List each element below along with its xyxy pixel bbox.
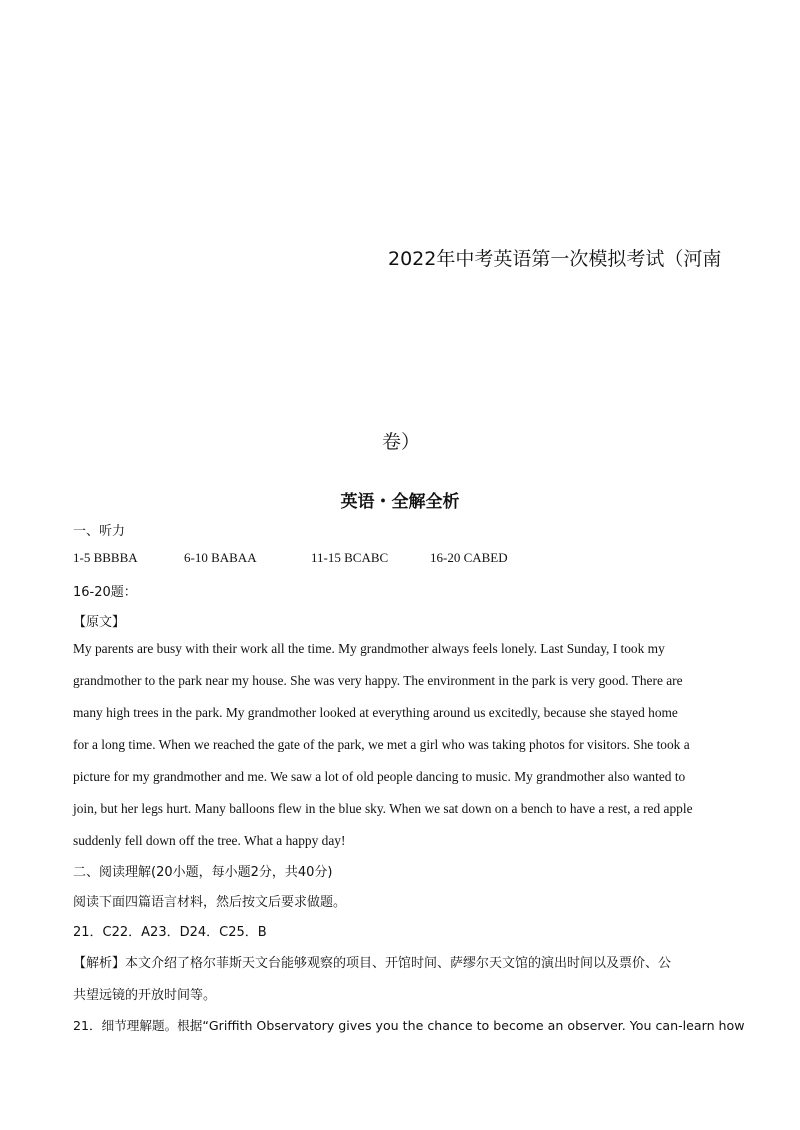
analysis-line: 【解析】本文介绍了格尔菲斯天文台能够观察的项目、开馆时间、萨缪尔天文馆的演出时间以及票价、公 bbox=[73, 956, 672, 971]
answer-group-4: 16-20 CABED bbox=[430, 550, 508, 565]
question-21-explanation: 21．细节理解题。根据“Griffith Observatory gives you the chance to become an observer. You can-learn how bbox=[73, 1018, 745, 1033]
answer-group-2: 6-10 BABAA bbox=[184, 550, 257, 565]
passage-line: My parents are busy with their work all the time. My grandmother always feels lonely. Last Sunday, I took my bbox=[73, 641, 665, 656]
document-title-part2: 卷） bbox=[382, 431, 421, 453]
passage-line: grandmother to the park near my house. She was very happy. The environment in the park is very good. There are bbox=[73, 673, 683, 688]
passage-line: join, but her legs hurt. Many balloons flew in the blue sky. When we sat down on a bench to have a rest, a red apple bbox=[73, 801, 693, 816]
document-subtitle: 英语・全解全析 bbox=[340, 492, 460, 512]
section1-heading: 一、听力 bbox=[73, 524, 126, 539]
passage-line: many high trees in the park. My grandmother looked at everything around us excitedly, because she stayed home bbox=[73, 705, 678, 720]
sub-question-label: 16-20题： bbox=[73, 585, 137, 600]
answer-group-1: 1-5 BBBBA bbox=[73, 550, 138, 565]
answer-group-3: 11-15 BCABC bbox=[311, 550, 389, 565]
passage-line: for a long time. When we reached the gate of the park, we met a girl who was taking photos for visitors. She took a bbox=[73, 737, 690, 752]
section2-heading: 二、阅读理解(20小题，每小题2分，共40分) bbox=[73, 865, 333, 880]
section2-answers: 21．C22．A23．D24．C25．B bbox=[73, 925, 267, 940]
document-title-part1: 2022年中考英语第一次模拟考试（河南 bbox=[388, 248, 722, 270]
passage-line: suddenly fell down off the tree. What a happy day! bbox=[73, 833, 346, 848]
analysis-line: 共望远镜的开放时间等。 bbox=[73, 988, 217, 1003]
original-text-label: 【原文】 bbox=[73, 615, 126, 630]
passage-line: picture for my grandmother and me. We saw a lot of old people dancing to music. My grandmother also wanted to bbox=[73, 769, 686, 784]
section2-instruction: 阅读下面四篇语言材料，然后按文后要求做题。 bbox=[73, 895, 347, 910]
